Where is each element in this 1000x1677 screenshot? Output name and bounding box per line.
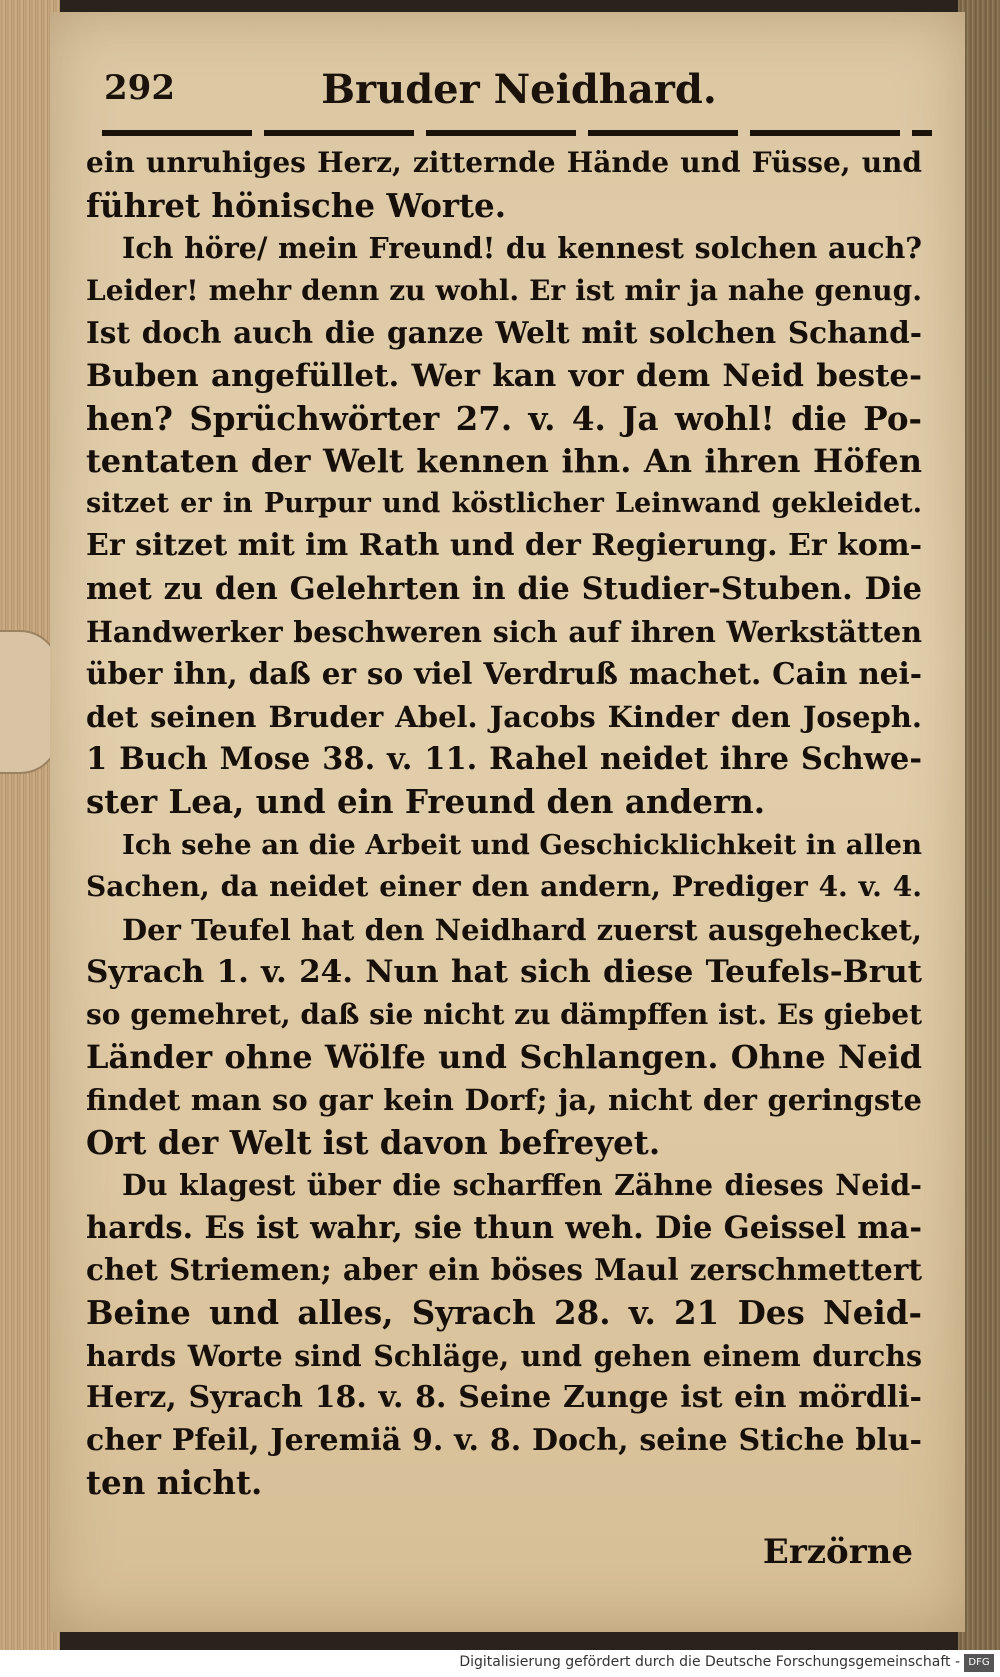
- text-line: so gemehret, daß sie nicht zu dämpffen ist. Es giebet: [86, 997, 922, 1031]
- book-page: [50, 12, 965, 1632]
- running-head: Bruder Neidhard.: [321, 66, 717, 113]
- text-line: hen? Sprüchwörter 27. v. 4. Ja wohl! die Po-: [86, 398, 922, 438]
- text-line: det seinen Bruder Abel. Jacobs Kinder den Joseph.: [86, 699, 922, 734]
- text-line: Ist doch auch die ganze Welt mit solchen Schand-: [86, 315, 922, 351]
- text-line: über ihn, daß er so viel Verdruß machet. Cain nei-: [86, 656, 922, 692]
- digitization-footer: [0, 1650, 1000, 1677]
- text-line: Der Teufel hat den Neidhard zuerst ausgehecket,: [122, 912, 922, 947]
- text-line: findet man so gar kein Dorf; ja, nicht der geringste: [86, 1083, 922, 1118]
- text-line: tentaten der Welt kennen ihn. An ihren Höfen: [86, 442, 922, 481]
- page-number: 292: [104, 68, 175, 108]
- text-line: Buben angefüllet. Wer kan vor dem Neid beste-: [86, 357, 922, 394]
- header-rule: [102, 130, 932, 136]
- text-line: Ich sehe an die Arbeit und Geschicklichkeit in allen: [122, 828, 922, 861]
- footer-credit: Digitalisierung gefördert durch die Deutsche Forschungsgemeinschaft -: [459, 1654, 960, 1670]
- text-line: chet Striemen; aber ein böses Maul zerschmettert: [86, 1252, 922, 1288]
- text-line: Sachen, da neidet einer den andern, Prediger 4. v. 4.: [86, 870, 922, 904]
- text-line: hards. Es ist wahr, sie thun weh. Die Geissel ma-: [86, 1209, 922, 1246]
- catchword: Erzörne: [762, 1532, 913, 1572]
- text-line: Er sitzet mit im Rath und der Regierung. Er kom-: [86, 528, 922, 564]
- text-line: ein unruhiges Herz, zitternde Hände und Füsse, und: [86, 146, 922, 179]
- text-line: Herz, Syrach 18. v. 8. Seine Zunge ist ein mördli-: [86, 1380, 922, 1416]
- text-line: ster Lea, und ein Freund den andern.: [86, 781, 766, 821]
- text-line: Leider! mehr denn zu wohl. Er ist mir ja nahe genug.: [86, 273, 922, 307]
- text-line: Ich höre/ mein Freund! du kennest solchen auch?: [122, 231, 922, 266]
- dfg-logo-icon: DFG: [964, 1654, 994, 1672]
- text-line: Handwerker beschweren sich auf ihren Werkstätten: [86, 614, 922, 649]
- text-line: Beine und alles, Syrach 28. v. 21 Des Neid-: [86, 1293, 922, 1333]
- text-line: met zu den Gelehrten in die Studier-Stuben. Die: [86, 570, 922, 607]
- text-line: Ort der Welt ist davon befreyet.: [86, 1122, 661, 1162]
- text-line: führet hönische Worte.: [86, 185, 507, 225]
- text-line: Du klagest über die scharffen Zähne dieses Neid-: [122, 1168, 922, 1203]
- text-line: 1 Buch Mose 38. v. 11. Rahel neidet ihre Schwe-: [86, 741, 922, 778]
- text-line: hards Worte sind Schläge, und gehen einem durchs: [86, 1338, 922, 1373]
- text-line: sitzet er in Purpur und köstlicher Leinwand gekleidet.: [86, 487, 922, 519]
- text-line: Syrach 1. v. 24. Nun hat sich diese Teufels-Brut: [86, 954, 922, 991]
- text-line: ten nicht.: [86, 1463, 263, 1503]
- text-line: Länder ohne Wölfe und Schlangen. Ohne Neid: [86, 1038, 922, 1077]
- page-header: [104, 60, 934, 120]
- body-text: [86, 142, 922, 1505]
- text-line: cher Pfeil, Jeremiä 9. v. 8. Doch, seine Stiche blu-: [86, 1422, 922, 1458]
